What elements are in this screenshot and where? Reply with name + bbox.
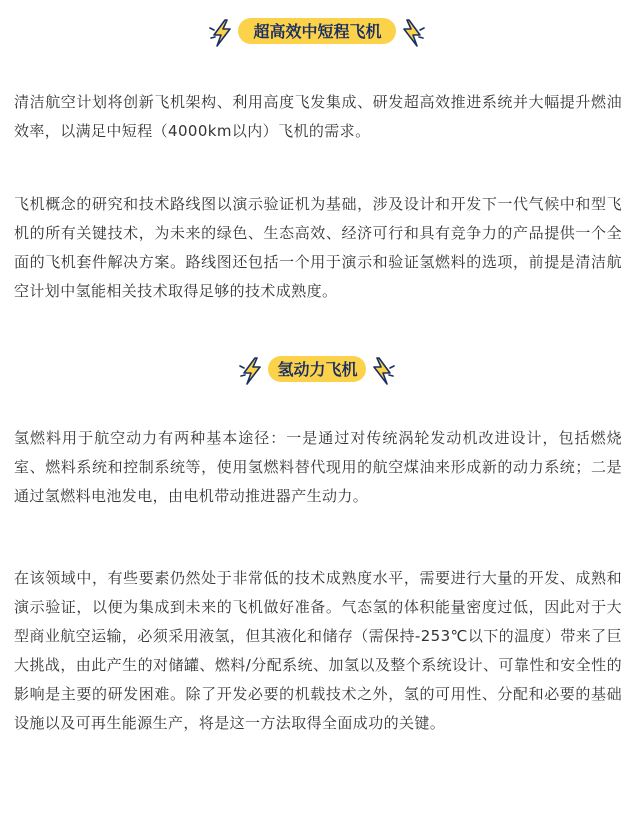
- lightning-bolt-icon: [368, 356, 396, 386]
- paragraph: 清洁航空计划将创新飞机架构、利用高度飞发集成、研发超高效推进系统并大幅提升燃油效率，以满足中短程（4000km以内）飞机的需求。: [14, 93, 622, 140]
- section-title: 超高效中短程飞机: [253, 22, 382, 41]
- paragraph: 氢燃料用于航空动力有两种基本途径：一是通过对传统涡轮发动机改进设计，包括燃烧室、燃料系统和控制系统等，使用氢燃料替代现用的航空煤油来形成新的动力系统；二是通过氢燃料电池发电，由电机带动推进器产生动力。: [14, 429, 622, 505]
- section-title: 氢动力飞机: [277, 360, 358, 379]
- paragraph: 在该领域中，有些要素仍然处于非常低的技术成熟度水平，需要进行大量的开发、成熟和演示验证，以便为集成到未来的飞机做好准备。气态氢的体积能量密度过低，因此对于大型商业航空运输，必须采用液氢，但其液化和储存（需保持-253℃以下的温度）带来了巨大挑战，由此产生的对储罐、燃料/分配系统、加氢以及整个系统设计、可靠性和安全性的影响是主要的研发困难。除了开发必要的机载技术之外，氢的可用性、分配和必要的基础设施以及可再生能源生产，将是这一方法取得全面成功的关键。: [14, 569, 622, 732]
- lightning-bolt-icon: [398, 18, 426, 48]
- section-heading-1: [0, 12, 635, 52]
- section-heading-2: [0, 350, 635, 390]
- paragraph: 飞机概念的研究和技术路线图以演示验证机为基础，涉及设计和开发下一代气候中和型飞机的所有关键技术，为未来的绿色、生态高效、经济可行和具有竞争力的产品提供一个全面的飞机套件解决方案。路线图还包括一个用于演示和验证氢燃料的选项，前提是清洁航空计划中氢能相关技术取得足够的技术成熟度。: [14, 195, 622, 300]
